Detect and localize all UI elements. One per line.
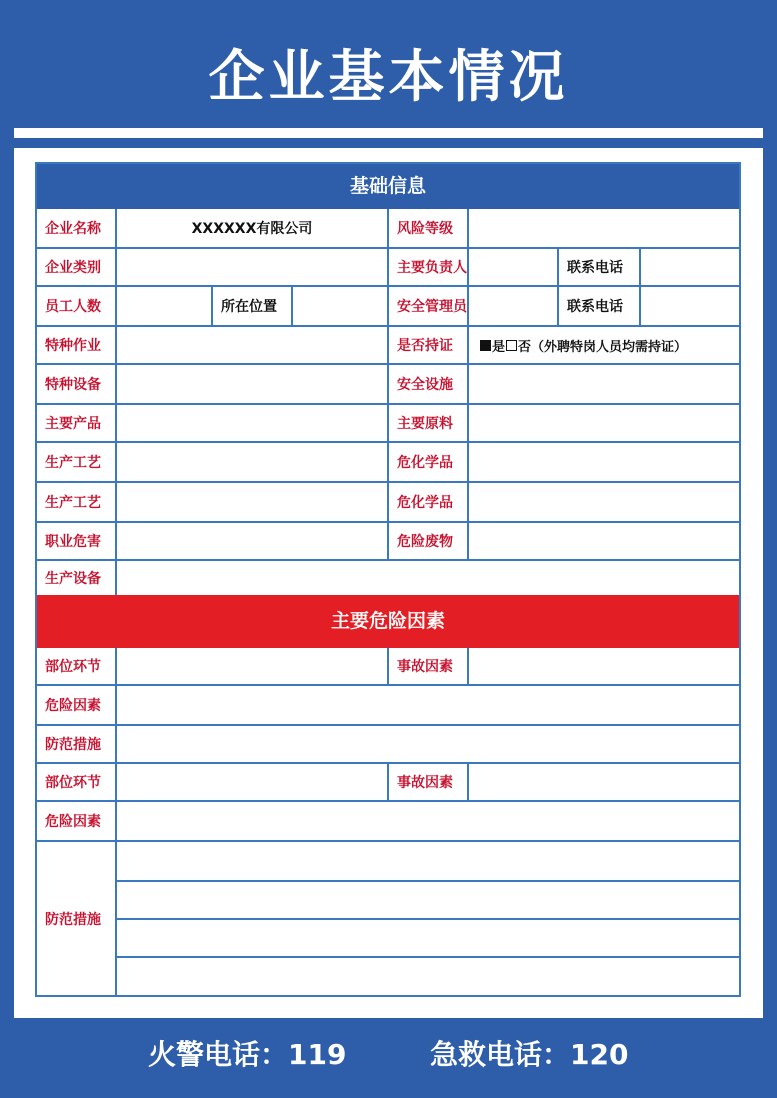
company-name-value[interactable]: XXXXXX有限公司 bbox=[117, 209, 389, 249]
accident-factor-field-2[interactable] bbox=[469, 764, 739, 802]
hazchem-label-2: 危化学品 bbox=[389, 483, 469, 523]
employee-count-field[interactable] bbox=[117, 287, 213, 327]
risk-factor-field-1[interactable] bbox=[117, 686, 739, 726]
safety-facility-label: 安全设施 bbox=[389, 365, 469, 405]
location-label: 所在位置 bbox=[213, 287, 293, 327]
principal-label: 主要负责人 bbox=[389, 249, 469, 287]
hazardous-waste-label: 危险废物 bbox=[389, 523, 469, 561]
section-hazard-header: 主要危险因素 bbox=[37, 595, 739, 648]
section-basic-header: 基础信息 bbox=[37, 164, 739, 209]
phone-field-1[interactable] bbox=[641, 249, 739, 287]
phone-label-2: 联系电话 bbox=[559, 287, 641, 327]
prevention-row-divider bbox=[117, 880, 739, 882]
certified-options bbox=[469, 327, 739, 365]
prevention-field-1[interactable] bbox=[117, 726, 739, 764]
checkbox-yes[interactable] bbox=[480, 340, 491, 351]
prevention-row-divider bbox=[117, 918, 739, 920]
special-equipment-label: 特种设备 bbox=[37, 365, 117, 405]
main-product-label: 主要产品 bbox=[37, 405, 117, 443]
part-field-2[interactable] bbox=[117, 764, 389, 802]
risk-level-field[interactable] bbox=[469, 209, 739, 249]
accident-factor-label-2: 事故因素 bbox=[389, 764, 469, 802]
hazchem-label-1: 危化学品 bbox=[389, 443, 469, 483]
hazchem-field-2[interactable] bbox=[469, 483, 739, 523]
phone-label-1: 联系电话 bbox=[559, 249, 641, 287]
special-work-field[interactable] bbox=[117, 327, 389, 365]
risk-level-label: 风险等级 bbox=[389, 209, 469, 249]
prevention-label-2: 防范措施 bbox=[37, 842, 117, 995]
accident-factor-label-1: 事故因素 bbox=[389, 648, 469, 686]
cert-note: （外聘特岗人员均需持证） bbox=[531, 339, 688, 355]
main-material-label: 主要原料 bbox=[389, 405, 469, 443]
hazchem-field-1[interactable] bbox=[469, 443, 739, 483]
phone-field-2[interactable] bbox=[641, 287, 739, 327]
prevention-label-1: 防范措施 bbox=[37, 726, 117, 764]
main-product-field[interactable] bbox=[117, 405, 389, 443]
risk-factor-label-2: 危险因素 bbox=[37, 802, 117, 842]
accident-factor-field-1[interactable] bbox=[469, 648, 739, 686]
principal-field[interactable] bbox=[469, 249, 559, 287]
special-work-label: 特种作业 bbox=[37, 327, 117, 365]
fire-phone: 火警电话：119 bbox=[148, 1038, 347, 1071]
safety-manager-field[interactable] bbox=[469, 287, 559, 327]
process-label-2: 生产工艺 bbox=[37, 483, 117, 523]
main-material-field[interactable] bbox=[469, 405, 739, 443]
occupational-hazard-field[interactable] bbox=[117, 523, 389, 561]
part-field-1[interactable] bbox=[117, 648, 389, 686]
cert-yes-label: 是 bbox=[492, 339, 506, 355]
production-equipment-field[interactable] bbox=[117, 561, 739, 595]
title-divider bbox=[14, 128, 763, 138]
page-title: 企业基本情况 bbox=[208, 45, 569, 110]
checkbox-no[interactable] bbox=[506, 340, 517, 351]
hazardous-waste-field[interactable] bbox=[469, 523, 739, 561]
prevention-row-divider bbox=[117, 956, 739, 958]
occupational-hazard-label: 职业危害 bbox=[37, 523, 117, 561]
risk-factor-field-2[interactable] bbox=[117, 802, 739, 842]
company-type-field[interactable] bbox=[117, 249, 389, 287]
part-label-1: 部位环节 bbox=[37, 648, 117, 686]
certified-label: 是否持证 bbox=[389, 327, 469, 365]
company-type-label: 企业类别 bbox=[37, 249, 117, 287]
safety-facility-field[interactable] bbox=[469, 365, 739, 405]
process-field-1[interactable] bbox=[117, 443, 389, 483]
info-board bbox=[35, 162, 741, 997]
process-field-2[interactable] bbox=[117, 483, 389, 523]
cert-no-label: 否 bbox=[518, 339, 532, 355]
company-name-label: 企业名称 bbox=[37, 209, 117, 249]
process-label-1: 生产工艺 bbox=[37, 443, 117, 483]
location-field[interactable] bbox=[293, 287, 389, 327]
special-equipment-field[interactable] bbox=[117, 365, 389, 405]
risk-factor-label-1: 危险因素 bbox=[37, 686, 117, 726]
emergency-phone: 急救电话：120 bbox=[430, 1038, 629, 1071]
safety-manager-label: 安全管理员 bbox=[389, 287, 469, 327]
employee-count-label: 员工人数 bbox=[37, 287, 117, 327]
part-label-2: 部位环节 bbox=[37, 764, 117, 802]
production-equipment-label: 生产设备 bbox=[37, 561, 117, 595]
